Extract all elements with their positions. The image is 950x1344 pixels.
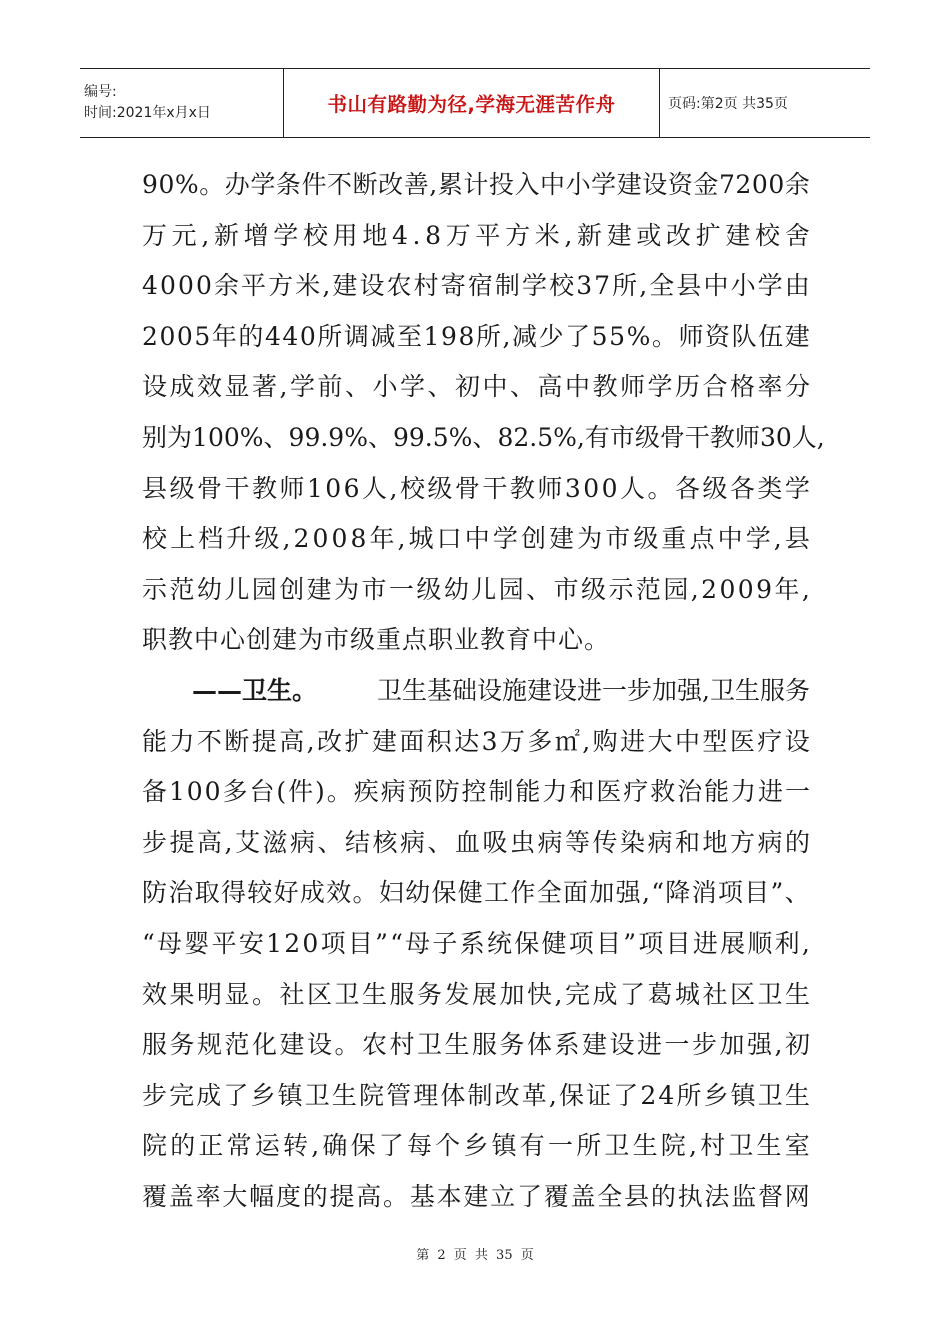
document-body [142, 160, 825, 1222]
page-footer: 第 2 页 共 35 页 [416, 1248, 534, 1263]
text-span: 卫生基础设施建设进一步加强,卫生服务 [377, 675, 810, 705]
text-line: 示 范 幼 儿 园 创 建 为 市 一 级 幼 儿 园 、 市 级 示 范 园 , 2 0 0 9 年 , [142, 574, 810, 604]
document-number-label: 编号: [84, 84, 117, 100]
text-line: 职教中心创建为市级重点职业教育中心。 [142, 625, 611, 655]
section-heading-health: ——卫生。 [192, 675, 318, 705]
text-line: 步 提 高 , 艾 滋 病 、 结 核 病 、 血 吸 虫 病 等 传 染 病 和 地 方 病 的 [142, 827, 810, 857]
header-motto: 书山有路勤为径,学海无涯苦作舟 [283, 69, 660, 137]
text-line: 校 上 档 升 级 , 2 0 0 8 年 , 城 口 中 学 创 建 为 市 级 重 点 中 学 , 县 [142, 524, 810, 554]
text-line: 万 元 , 新 增 学 校 用 地 4 . 8 万 平 方 米 , 新 建 或 改 扩 建 校 舍 [142, 220, 810, 250]
text-line: 院 的 正 常 运 转 , 确 保 了 每 个 乡 镇 有 一 所 卫 生 院 , 村 卫 生 室 [142, 1131, 810, 1161]
text-line: 设 成 效 显 著 , 学 前 、 小 学 、 初 中 、 高 中 教 师 学 历 合 格 率 分 [142, 372, 810, 402]
header-meta [80, 69, 283, 137]
paragraph-first-line [142, 666, 810, 717]
paragraph-health [142, 666, 810, 1223]
text-line: 4 0 0 0 余 平 方 米 , 建 设 农 村 寄 宿 制 学 校 3 7 所 , 全 县 中 小 学 由 [142, 271, 810, 301]
document-header [80, 68, 870, 138]
text-line: “ 母 婴 平 安 1 2 0 项 目 ” “ 母 子 系 统 保 健 项 目 ” 项 目 进 展 顺 利 , [142, 928, 810, 958]
text-line: 9 0 % 。 办 学 条 件 不 断 改 善 , 累 计 投 入 中 小 学 建 设 资 金 7 2 0 0 余 [142, 170, 810, 199]
text-line: 备 1 0 0 多 台 ( 件 ) 。 疾 病 预 防 控 制 能 力 和 医 疗 救 治 能 力 进 一 [142, 777, 810, 807]
text-line: 防 治 取 得 较 好 成 效 。 妇 幼 保 健 工 作 全 面 加 强 , “ 降 消 项 目 ” 、 [142, 878, 810, 908]
text-line: 服 务 规 范 化 建 设 。 农 村 卫 生 服 务 体 系 建 设 进 一 步 加 强 , 初 [142, 1030, 810, 1060]
text-line: 步 完 成 了 乡 镇 卫 生 院 管 理 体 制 改 革 , 保 证 了 2 4 所 乡 镇 卫 生 [142, 1080, 810, 1110]
text-line: 别 为 1 0 0 % 、 9 9 . 9 % 、 9 9 . 5 % 、 8 2 . 5 % , 有 市 级 骨 干 教 师 3 0 人 , [142, 422, 825, 452]
header-page-info: 页码:第2页 共35页 [668, 96, 788, 112]
text-line: 能 力 不 断 提 高 , 改 扩 建 面 积 达 3 万 多 ㎡ , 购 进 大 中 型 医 疗 设 [142, 726, 810, 756]
paragraph-education [142, 160, 825, 666]
text-line: 县 级 骨 干 教 师 1 0 6 人 , 校 级 骨 干 教 师 3 0 0 人 。 各 级 各 类 学 [142, 473, 810, 503]
document-time-label: 时间:2021年x月x日 [84, 105, 211, 121]
text-line: 2 0 0 5 年 的 4 4 0 所 调 减 至 1 9 8 所 , 减 少 了 5 5 % 。 师 资 队 伍 建 [142, 321, 810, 351]
text-line: 覆 盖 率 大 幅 度 的 提 高 。 基 本 建 立 了 覆 盖 全 县 的 执 法 监 督 网 [142, 1181, 810, 1211]
text-line: 效 果 明 显 。 社 区 卫 生 服 务 发 展 加 快 , 完 成 了 葛 城 社 区 卫 生 [142, 979, 810, 1009]
